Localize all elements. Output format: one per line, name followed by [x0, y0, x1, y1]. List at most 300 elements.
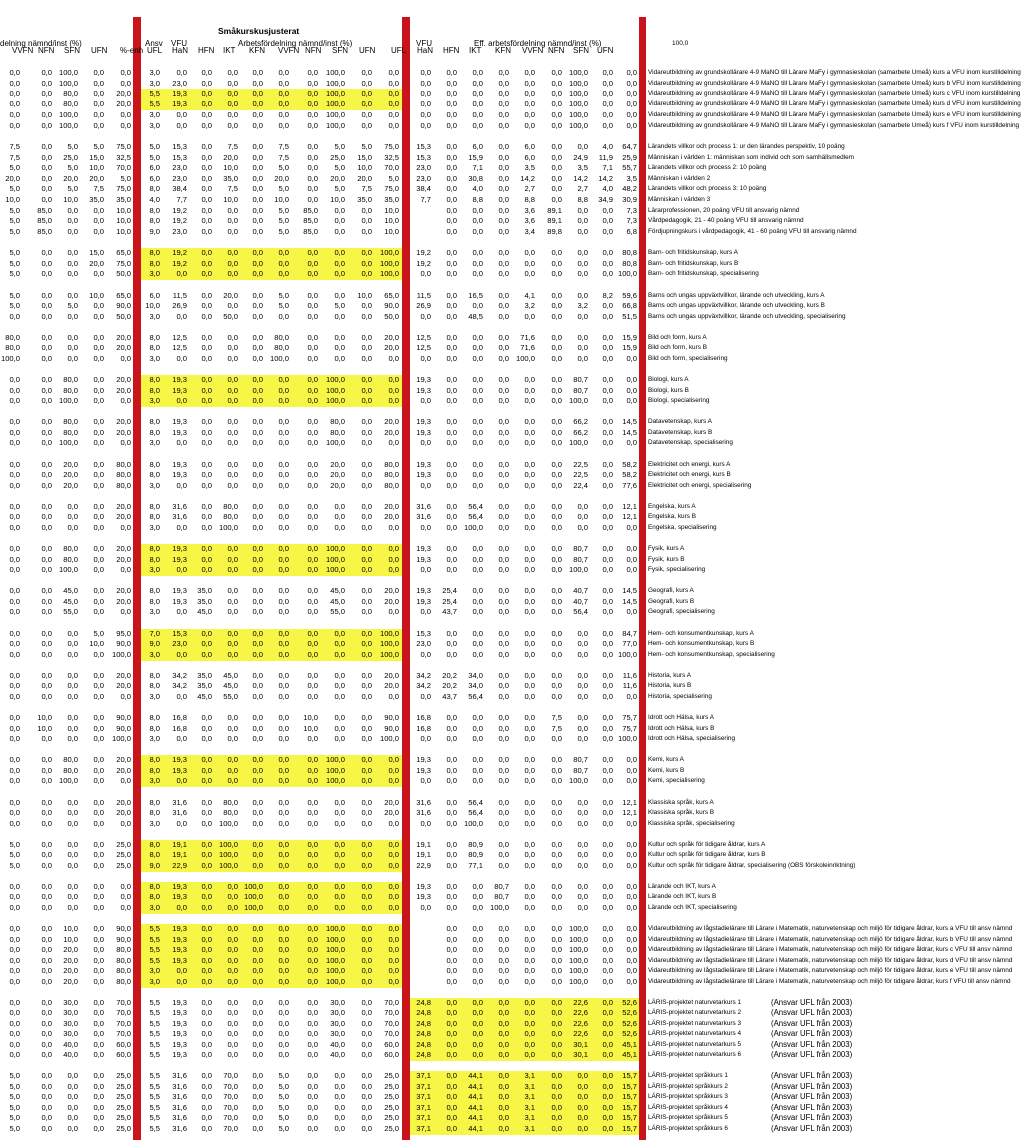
- cell-mid: 0,0: [252, 681, 263, 690]
- cell-mid: 0,0: [334, 713, 345, 722]
- cell-left: 25,0: [116, 1124, 131, 1133]
- cell-mid: 19,3: [172, 544, 187, 553]
- cell-mid: 35,0: [197, 586, 212, 595]
- cell-mid: 0,0: [361, 966, 372, 975]
- cell-left: 100,0: [58, 776, 78, 785]
- cell-mid: 0,0: [307, 1092, 318, 1101]
- cell-right: 0,0: [498, 110, 509, 119]
- cell-right: 0,0: [446, 977, 457, 986]
- cell-left: 80,0: [116, 977, 131, 986]
- cell-mid: 8,0: [149, 417, 160, 426]
- cell-mid: 5,5: [149, 1019, 160, 1028]
- cell-right: 0,0: [498, 924, 509, 933]
- cell-right: 0,0: [602, 798, 613, 807]
- cell-left: 0,0: [120, 882, 131, 891]
- cell-right: 19,3: [416, 428, 431, 437]
- cell-right: 40,7: [573, 586, 588, 595]
- cell-right: 19,3: [416, 544, 431, 553]
- cell-mid: 40,0: [330, 1040, 345, 1049]
- cell-left: 0,0: [67, 1082, 78, 1091]
- cell-right: 0,0: [602, 629, 613, 638]
- cell-mid: 0,0: [252, 206, 263, 215]
- cell-mid: 0,0: [334, 248, 345, 257]
- cell-mid: 3,0: [149, 692, 160, 701]
- cell-mid: 0,0: [388, 354, 399, 363]
- cell-mid: 0,0: [252, 417, 263, 426]
- cell-mid: 0,0: [334, 734, 345, 743]
- cell-right: 0,0: [626, 68, 637, 77]
- cell-mid: 0,0: [361, 1050, 372, 1059]
- cell-mid: 0,0: [388, 924, 399, 933]
- cell-mid: 0,0: [334, 819, 345, 828]
- cell-mid: 0,0: [278, 523, 289, 532]
- cell-mid: 8,0: [149, 248, 160, 257]
- cell-left: 60,0: [116, 1040, 131, 1049]
- cell-right: 0,0: [602, 259, 613, 268]
- course-description: Barns och ungas uppväxtvillkor, lärande och utveckling, kurs A: [648, 292, 825, 299]
- cell-left: 20,0: [116, 544, 131, 553]
- cell-left: 80,0: [63, 755, 78, 764]
- cell-left: 0,0: [67, 724, 78, 733]
- cell-left: 0,0: [9, 523, 20, 532]
- cell-left: 0,0: [67, 639, 78, 648]
- cell-left: 0,0: [41, 565, 52, 574]
- cell-mid: 9,0: [149, 639, 160, 648]
- cell-mid: 0,0: [361, 1103, 372, 1112]
- cell-left: 0,0: [9, 121, 20, 130]
- cell-right: 0,0: [524, 882, 535, 891]
- cell-right: 100,0: [568, 966, 588, 975]
- cell-left: 100,0: [58, 121, 78, 130]
- cell-left: 0,0: [93, 808, 104, 817]
- cell-right: 0,0: [472, 586, 483, 595]
- cell-mid: 3,0: [149, 110, 160, 119]
- responsibility-note: (Ansvar UFL från 2003): [771, 998, 853, 1007]
- cell-mid: 0,0: [307, 386, 318, 395]
- cell-left: 25,0: [116, 1103, 131, 1112]
- cell-mid: 8,0: [149, 502, 160, 511]
- cell-mid: 0,0: [201, 808, 212, 817]
- course-description: Elektricitet och energi, kurs A: [648, 461, 731, 468]
- cell-right: 0,0: [446, 924, 457, 933]
- cell-right: 0,0: [472, 333, 483, 342]
- cell-right: 0,0: [472, 639, 483, 648]
- cell-right: 0,0: [626, 523, 637, 532]
- cell-right: 0,0: [577, 1071, 588, 1080]
- cell-left: 0,0: [41, 248, 52, 257]
- cell-mid: 0,0: [252, 99, 263, 108]
- cell-mid: 8,0: [149, 206, 160, 215]
- cell-right: 0,0: [577, 724, 588, 733]
- cell-mid: 19,3: [172, 89, 187, 98]
- cell-right: 0,0: [551, 565, 562, 574]
- cell-right: 0,0: [602, 998, 613, 1007]
- cell-mid: 0,0: [252, 174, 263, 183]
- cell-left: 0,0: [67, 681, 78, 690]
- cell-right: 0,0: [577, 681, 588, 690]
- cell-right: 0,0: [524, 724, 535, 733]
- cell-mid: 5,0: [334, 184, 345, 193]
- cell-right: 0,0: [551, 1124, 562, 1133]
- cell-left: 90,0: [116, 935, 131, 944]
- cell-right: 0,0: [577, 903, 588, 912]
- cell-mid: 3,0: [149, 966, 160, 975]
- cell-right: 100,0: [568, 89, 588, 98]
- cell-mid: 8,0: [149, 850, 160, 859]
- cell-right: 0,0: [472, 99, 483, 108]
- cell-right: 0,0: [626, 903, 637, 912]
- cell-mid: 0,0: [176, 481, 187, 490]
- cell-mid: 8,0: [149, 840, 160, 849]
- cell-mid: 0,0: [278, 428, 289, 437]
- cell-mid: 0,0: [334, 650, 345, 659]
- cell-mid: 100,0: [325, 79, 345, 88]
- cell-mid: 11,5: [172, 291, 187, 300]
- cell-mid: 0,0: [252, 544, 263, 553]
- cell-mid: 0,0: [176, 354, 187, 363]
- cell-right: 0,0: [446, 438, 457, 447]
- cell-mid: 100,0: [325, 945, 345, 954]
- cell-right: 0,0: [446, 291, 457, 300]
- cell-mid: 80,0: [223, 512, 238, 521]
- cell-left: 0,0: [93, 428, 104, 437]
- cell-left: 0,0: [67, 343, 78, 352]
- cell-right: 38,4: [416, 184, 431, 193]
- cell-mid: 20,0: [384, 428, 399, 437]
- cell-right: 0,0: [551, 343, 562, 352]
- cell-mid: 0,0: [307, 354, 318, 363]
- cell-right: 0,0: [524, 808, 535, 817]
- cell-mid: 0,0: [252, 248, 263, 257]
- header-mid-nfn: NFN: [305, 46, 322, 55]
- cell-right: 48,5: [468, 312, 483, 321]
- cell-right: 25,9: [622, 153, 637, 162]
- cell-right: 3,5: [626, 174, 637, 183]
- cell-mid: 100,0: [379, 269, 399, 278]
- cell-right: 0,0: [524, 502, 535, 511]
- cell-right: 0,0: [472, 924, 483, 933]
- cell-mid: 0,0: [361, 565, 372, 574]
- cell-mid: 0,0: [361, 375, 372, 384]
- cell-mid: 0,0: [201, 195, 212, 204]
- cell-left: 80,0: [63, 89, 78, 98]
- cell-right: 0,0: [602, 417, 613, 426]
- cell-left: 0,0: [9, 565, 20, 574]
- cell-right: 0,0: [498, 470, 509, 479]
- cell-mid: 5,5: [149, 1071, 160, 1080]
- cell-mid: 0,0: [252, 333, 263, 342]
- header-right-ufl: UFL: [391, 46, 407, 55]
- cell-left: 100,0: [58, 68, 78, 77]
- cell-mid: 15,3: [172, 629, 187, 638]
- cell-mid: 0,0: [307, 555, 318, 564]
- cell-right: 0,0: [498, 248, 509, 257]
- cell-mid: 0,0: [307, 597, 318, 606]
- cell-right: 100,0: [617, 650, 637, 659]
- cell-right: 34,0: [468, 671, 483, 680]
- cell-left: 5,0: [9, 206, 20, 215]
- cell-mid: 0,0: [201, 903, 212, 912]
- cell-left: 0,0: [67, 248, 78, 257]
- cell-right: 24,8: [416, 1008, 431, 1017]
- cell-right: 15,9: [468, 153, 483, 162]
- cell-mid: 0,0: [278, 312, 289, 321]
- cell-mid: 0,0: [361, 692, 372, 701]
- cell-right: 0,0: [446, 1008, 457, 1017]
- course-description: Engelska, specialisering: [648, 524, 717, 531]
- cell-right: 31,6: [416, 798, 431, 807]
- cell-mid: 0,0: [361, 512, 372, 521]
- cell-right: 0,0: [602, 766, 613, 775]
- cell-mid: 19,3: [172, 99, 187, 108]
- cell-right: 25,4: [442, 586, 457, 595]
- cell-right: 0,0: [420, 396, 431, 405]
- cell-right: 0,0: [498, 333, 509, 342]
- cell-right: 100,0: [568, 110, 588, 119]
- course-description: Vidareutbildning av grundskollärare 4-9 MaNO till Lärare MaFy i gymnasieskolan (samarbete Umeå) kurs a VFU inom kurstilldelning: [648, 69, 1021, 76]
- cell-mid: 0,0: [307, 629, 318, 638]
- cell-right: 0,0: [524, 935, 535, 944]
- cell-right: 52,6: [622, 1019, 637, 1028]
- cell-right: 0,0: [498, 99, 509, 108]
- cell-mid: 5,5: [149, 1113, 160, 1122]
- cell-mid: 100,0: [325, 766, 345, 775]
- cell-mid: 0,0: [307, 460, 318, 469]
- course-description: Historia, specialisering: [648, 693, 712, 700]
- cell-right: 0,0: [446, 195, 457, 204]
- cell-right: 12,5: [416, 343, 431, 352]
- cell-left: 0,0: [93, 734, 104, 743]
- cell-right: 0,0: [602, 333, 613, 342]
- cell-right: 0,0: [498, 998, 509, 1007]
- cell-mid: 0,0: [278, 798, 289, 807]
- cell-mid: 0,0: [278, 671, 289, 680]
- cell-left: 0,0: [120, 903, 131, 912]
- cell-right: 3,1: [524, 1071, 535, 1080]
- cell-left: 0,0: [41, 460, 52, 469]
- cell-right: 0,0: [626, 766, 637, 775]
- cell-right: 14,2: [520, 174, 535, 183]
- cell-mid: 0,0: [227, 586, 238, 595]
- cell-left: 0,0: [67, 798, 78, 807]
- cell-right: 0,0: [446, 998, 457, 1007]
- cell-right: 0,0: [472, 343, 483, 352]
- cell-mid: 0,0: [201, 924, 212, 933]
- cell-mid: 3,0: [149, 354, 160, 363]
- cell-mid: 0,0: [388, 110, 399, 119]
- cell-mid: 0,0: [201, 650, 212, 659]
- cell-mid: 8,0: [149, 671, 160, 680]
- cell-mid: 70,0: [223, 1124, 238, 1133]
- cell-mid: 0,0: [307, 1082, 318, 1091]
- responsibility-note: (Ansvar UFL från 2003): [771, 1082, 853, 1091]
- cell-left: 0,0: [9, 544, 20, 553]
- cell-mid: 100,0: [218, 850, 238, 859]
- cell-mid: 31,6: [172, 1113, 187, 1122]
- header-mid-ufl: UFL: [147, 46, 163, 55]
- cell-mid: 0,0: [201, 142, 212, 151]
- cell-right: 0,0: [551, 333, 562, 342]
- cell-left: 0,0: [41, 386, 52, 395]
- cell-mid: 0,0: [334, 808, 345, 817]
- cell-right: 0,0: [577, 1103, 588, 1112]
- cell-right: 0,0: [551, 470, 562, 479]
- cell-mid: 5,0: [278, 184, 289, 193]
- cell-left: 0,0: [93, 555, 104, 564]
- cell-mid: 0,0: [278, 79, 289, 88]
- cell-mid: 0,0: [278, 850, 289, 859]
- cell-mid: 0,0: [278, 597, 289, 606]
- cell-mid: 3,0: [149, 121, 160, 130]
- cell-right: 0,0: [602, 861, 613, 870]
- cell-right: 0,0: [498, 724, 509, 733]
- cell-left: 0,0: [93, 1019, 104, 1028]
- cell-left: 0,0: [120, 776, 131, 785]
- cell-right: 0,0: [524, 544, 535, 553]
- cell-mid: 0,0: [361, 892, 372, 901]
- cell-mid: 80,0: [223, 798, 238, 807]
- cell-right: 0,0: [551, 692, 562, 701]
- cell-right: 0,0: [446, 312, 457, 321]
- cell-left: 10,0: [116, 216, 131, 225]
- cell-left: 80,0: [63, 428, 78, 437]
- header-right-sfn: SFN: [573, 46, 589, 55]
- cell-mid: 35,0: [197, 681, 212, 690]
- cell-mid: 0,0: [278, 1008, 289, 1017]
- cell-left: 0,0: [9, 755, 20, 764]
- cell-mid: 0,0: [176, 776, 187, 785]
- cell-left: 0,0: [120, 438, 131, 447]
- cell-mid: 0,0: [252, 766, 263, 775]
- cell-right: 0,0: [498, 977, 509, 986]
- cell-right: 0,0: [420, 269, 431, 278]
- cell-right: 14,5: [622, 586, 637, 595]
- cell-right: 0,0: [446, 1092, 457, 1101]
- cell-right: 0,0: [524, 417, 535, 426]
- cell-left: 20,0: [116, 755, 131, 764]
- cell-left: 85,0: [37, 216, 52, 225]
- cell-right: 0,0: [524, 1050, 535, 1059]
- cell-left: 20,0: [116, 428, 131, 437]
- cell-mid: 8,0: [149, 259, 160, 268]
- cell-mid: 0,0: [307, 121, 318, 130]
- cell-left: 0,0: [41, 512, 52, 521]
- left-group-label: delning nämnd/inst (%): [0, 39, 82, 48]
- cell-right: 0,0: [472, 396, 483, 405]
- cell-right: 0,0: [446, 523, 457, 532]
- cell-mid: 0,0: [227, 755, 238, 764]
- cell-right: 0,0: [551, 840, 562, 849]
- course-description: Biologi, kurs B: [648, 387, 689, 394]
- cell-mid: 0,0: [252, 924, 263, 933]
- cell-mid: 0,0: [227, 269, 238, 278]
- cell-mid: 0,0: [278, 417, 289, 426]
- mid-group-label: Arbetsfördelning nämnd/inst (%): [238, 39, 353, 48]
- cell-mid: 0,0: [278, 586, 289, 595]
- course-description: LÄRIS-projektet språkkurs 5: [648, 1114, 728, 1121]
- cell-right: 71,6: [520, 333, 535, 342]
- cell-right: 0,0: [446, 375, 457, 384]
- cell-mid: 23,0: [172, 79, 187, 88]
- cell-right: 0,0: [472, 470, 483, 479]
- cell-right: 0,0: [446, 153, 457, 162]
- cell-mid: 100,0: [325, 110, 345, 119]
- cell-mid: 0,0: [252, 269, 263, 278]
- cell-right: 44,1: [468, 1113, 483, 1122]
- cell-mid: 0,0: [334, 850, 345, 859]
- cell-mid: 8,0: [149, 586, 160, 595]
- cell-right: 15,7: [622, 1071, 637, 1080]
- cell-mid: 19,3: [172, 470, 187, 479]
- cell-right: 30,1: [573, 1050, 588, 1059]
- cell-left: 0,0: [41, 291, 52, 300]
- cell-left: 0,0: [93, 512, 104, 521]
- cell-mid: 0,0: [361, 1008, 372, 1017]
- cell-right: 56,4: [468, 512, 483, 521]
- cell-mid: 5,0: [278, 1092, 289, 1101]
- cell-mid: 0,0: [227, 945, 238, 954]
- cell-mid: 0,0: [201, 184, 212, 193]
- cell-mid: 100,0: [325, 924, 345, 933]
- cell-mid: 0,0: [201, 966, 212, 975]
- cell-left: 0,0: [93, 269, 104, 278]
- cell-right: 0,0: [446, 1124, 457, 1133]
- cell-right: 15,9: [622, 343, 637, 352]
- cell-mid: 0,0: [388, 945, 399, 954]
- cell-mid: 31,6: [172, 512, 187, 521]
- cell-left: 0,0: [9, 903, 20, 912]
- cell-mid: 10,0: [384, 216, 399, 225]
- cell-mid: 25,0: [384, 1071, 399, 1080]
- cell-right: 0,0: [498, 935, 509, 944]
- cell-right: 22,9: [416, 861, 431, 870]
- cell-mid: 0,0: [278, 396, 289, 405]
- cell-mid: 0,0: [227, 544, 238, 553]
- cell-mid: 19,2: [172, 216, 187, 225]
- cell-right: 0,0: [602, 1124, 613, 1133]
- cell-right: 0,0: [446, 650, 457, 659]
- cell-right: 0,0: [602, 512, 613, 521]
- cell-right: 0,0: [602, 396, 613, 405]
- cell-right: 0,0: [551, 195, 562, 204]
- cell-right: 0,0: [446, 850, 457, 859]
- cell-mid: 0,0: [361, 861, 372, 870]
- cell-mid: 0,0: [227, 882, 238, 891]
- cell-right: 0,0: [626, 850, 637, 859]
- cell-mid: 19,3: [172, 755, 187, 764]
- cell-left: 0,0: [41, 1008, 52, 1017]
- cell-left: 100,0: [58, 438, 78, 447]
- course-description: Klassiska språk, specialisering: [648, 820, 735, 827]
- cell-right: 20,2: [442, 671, 457, 680]
- cell-mid: 85,0: [303, 227, 318, 236]
- cell-right: 100,0: [568, 121, 588, 130]
- cell-left: 0,0: [93, 650, 104, 659]
- cell-mid: 0,0: [201, 1113, 212, 1122]
- cell-left: 5,0: [93, 629, 104, 638]
- cell-mid: 0,0: [361, 79, 372, 88]
- cell-mid: 0,0: [252, 438, 263, 447]
- cell-mid: 0,0: [361, 1082, 372, 1091]
- cell-right: 0,0: [420, 481, 431, 490]
- cell-right: 0,0: [577, 798, 588, 807]
- cell-mid: 5,0: [278, 1082, 289, 1091]
- cell-mid: 0,0: [361, 99, 372, 108]
- cell-right: 89,1: [547, 206, 562, 215]
- cell-right: 0,0: [602, 681, 613, 690]
- course-description: Historia, kurs B: [648, 682, 692, 689]
- cell-left: 0,0: [93, 1008, 104, 1017]
